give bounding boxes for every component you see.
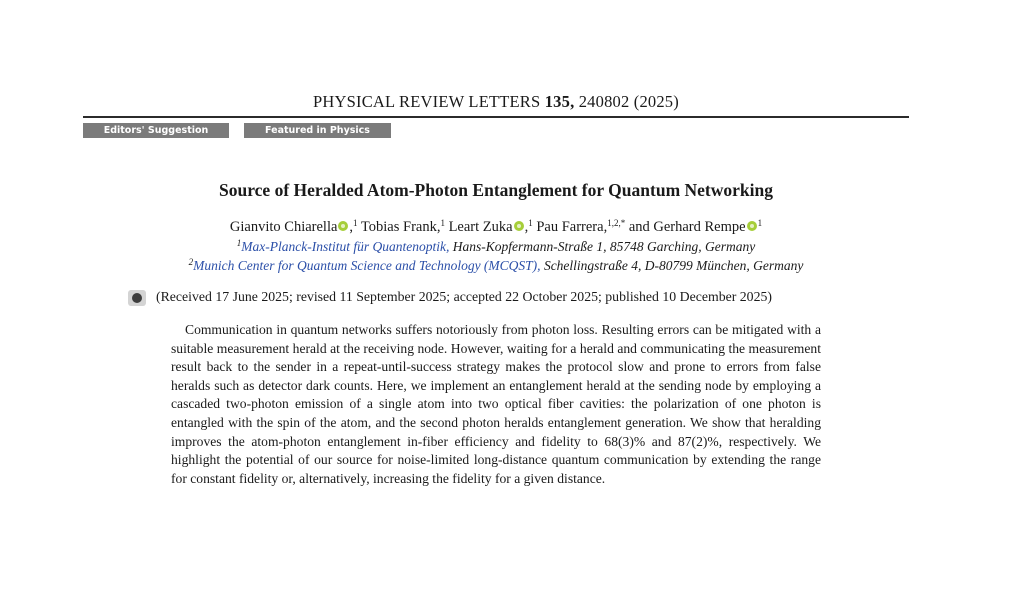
- journal-volume: 135,: [544, 92, 575, 111]
- author-affil-sup: 1: [528, 218, 533, 228]
- journal-name: PHYSICAL REVIEW LETTERS: [313, 92, 541, 111]
- author-name[interactable]: Leart Zuka: [448, 219, 513, 235]
- editors-suggestion-badge[interactable]: Editors' Suggestion: [83, 123, 229, 138]
- affiliation-address: Schellingstraße 4, D-80799 München, Germany: [540, 258, 804, 273]
- orcid-icon[interactable]: [338, 221, 348, 231]
- journal-header: [83, 92, 909, 112]
- featured-in-physics-badge[interactable]: Featured in Physics: [244, 123, 391, 138]
- author-list: Gianvito Chiarella ,$^1$ Tobias Frank,$^1$ Leart Zuka ,$^1$ Pau Farrera,$^{1,2,*}$ and Gerhard Rempe $^1$: [229, 218, 763, 235]
- open-access-icon[interactable]: [128, 290, 146, 306]
- article-number: 240802 (2025): [578, 92, 679, 111]
- author-affil-sup: 1: [440, 218, 445, 228]
- author-conjunction: and: [628, 219, 650, 235]
- affiliation-sup: 2: [188, 257, 194, 267]
- author-name[interactable]: Gerhard Rempe: [653, 219, 746, 235]
- header-rule: [83, 116, 909, 118]
- affiliation-2: [83, 258, 909, 274]
- author-name[interactable]: Tobias Frank: [360, 219, 437, 235]
- author-affil-sup: 1: [757, 218, 763, 228]
- orcid-icon[interactable]: [514, 221, 524, 231]
- affiliation-link[interactable]: Munich Center for Quantum Science and Technology (MCQST),: [193, 258, 541, 273]
- author-name[interactable]: Pau Farrera: [536, 219, 604, 235]
- affiliation-address: Hans-Kopfermann-Straße 1, 85748 Garching, Germany: [449, 239, 756, 254]
- affiliation-1: [83, 239, 909, 255]
- author-affil-sup: 1: [353, 218, 358, 228]
- affiliation-link[interactable]: Max-Planck-Institut für Quantenoptik,: [241, 239, 450, 254]
- author-name[interactable]: Gianvito Chiarella: [229, 219, 338, 235]
- abstract: Communication in quantum networks suffers notoriously from photon loss. Resulting errors can be mitigated with a suitable measurement herald at the receiving node. However, waiting for a herald and communicating the measurement result back to the sender in a repeat-until-success strategy makes the protocol slow and prone to errors from false heralds such as detector dark counts. Here, we implement an entanglement herald at the sending node by employing a cascaded two-photon emission of a single atom into two optical fiber cavities: the polarization of one photon is entangled with the spin of the atom, and the second photon heralds entanglement generation. We show that heralding improves the atom-photon entanglement in-fiber efficiency and fidelity to 68(3)% and 87(2)%, respectively. We highlight the potential of our source for noise-limited long-distance quantum communication by extending the range for constant fidelity or, alternatively, increasing the fidelity for a given distance.: [171, 322, 821, 486]
- orcid-icon[interactable]: [747, 221, 757, 231]
- publication-dates: (Received 17 June 2025; revised 11 September 2025; accepted 22 October 2025; published 10 December 2025): [156, 289, 772, 304]
- paper-title: Source of Heralded Atom-Photon Entanglement for Quantum Networking: [219, 180, 773, 200]
- author-affil-sup: 1,2,*: [607, 218, 626, 228]
- affiliation-sup: 1: [236, 238, 242, 248]
